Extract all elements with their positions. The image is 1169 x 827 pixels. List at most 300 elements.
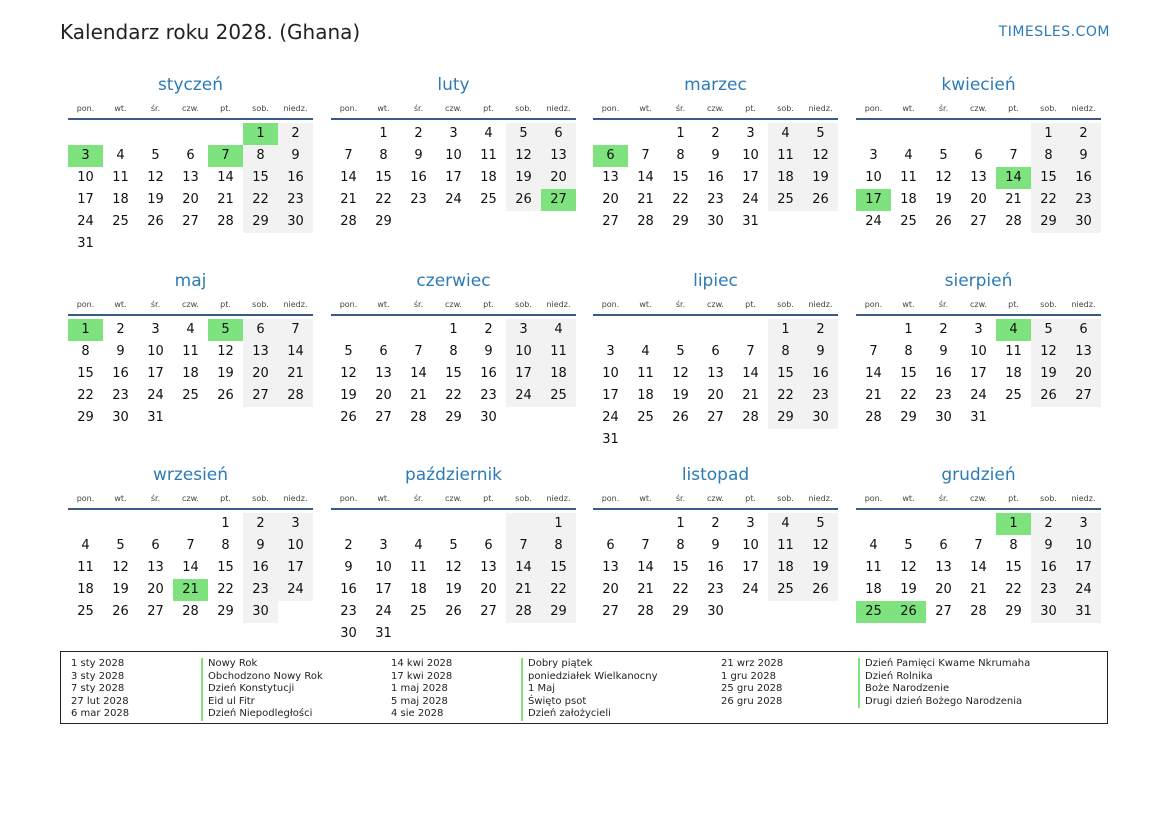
weekday-header [68,492,313,510]
empty-cell [541,623,576,645]
weekday-label: pon. [339,104,358,113]
empty-cell [471,513,506,535]
holiday-date: 1 gru 2028 [721,670,776,682]
day-cell: 3 [869,148,878,163]
holiday-day-cell: 27 [541,189,576,211]
day-cell: 7 [414,344,423,359]
day-cell: 8 [449,344,458,359]
empty-cell [628,319,663,341]
day-cell: 1 [221,516,230,531]
empty-cell [506,623,541,645]
day-cell: 23 [480,388,497,403]
day-cell: 6 [484,538,493,553]
empty-cell [663,429,698,451]
day-cell: 31 [742,214,759,229]
weekday-header [331,492,576,510]
day-cell: 13 [935,560,952,575]
empty-cell [891,513,926,535]
day-cell: 15 [900,366,917,381]
day-cell: 6 [186,148,195,163]
day-cell: 9 [344,560,353,575]
day-cell: 9 [116,344,125,359]
day-cell: 16 [803,363,838,385]
day-cell: 28 [217,214,234,229]
day-cell: 28 [182,604,199,619]
day-cell: 20 [147,582,164,597]
holiday-day-cell: 14 [996,167,1031,189]
day-cell: 21 [970,582,987,597]
weekday-header [331,102,576,120]
empty-cell [891,123,926,145]
holiday-day-cell: 25 [856,601,891,623]
day-cell: 24 [375,604,392,619]
weekday-label: pon. [864,300,883,309]
day-cell: 26 [445,604,462,619]
day-cell: 11 [865,560,882,575]
site-link[interactable]: TIMESLES.COM [998,24,1110,40]
day-cell: 30 [480,410,497,425]
day-cell: 17 [970,366,987,381]
empty-cell [366,319,401,341]
weekday-header [593,492,838,510]
empty-cell [471,623,506,645]
weekday-header [68,298,313,316]
day-cell: 9 [1066,145,1101,167]
day-cell: 19 [217,366,234,381]
day-grid [331,513,576,645]
day-cell: 31 [147,410,164,425]
weekday-label: czw. [970,104,987,113]
day-grid [593,513,838,623]
month-12 [856,464,1101,623]
day-cell: 22 [1005,582,1022,597]
day-grid [593,123,838,233]
day-cell: 4 [81,538,90,553]
day-cell: 3 [746,516,755,531]
empty-cell [803,429,838,451]
weekday-label: wt. [639,300,652,309]
day-cell: 2 [711,126,720,141]
day-cell: 26 [217,388,234,403]
day-cell: 25 [768,579,803,601]
weekday-label: pon. [76,104,95,113]
day-cell: 25 [768,189,803,211]
empty-cell [506,407,541,429]
weekday-label: pon. [601,300,620,309]
day-cell: 18 [112,192,129,207]
day-cell: 8 [541,535,576,557]
day-cell: 13 [1066,341,1101,363]
day-cell: 12 [506,145,541,167]
empty-cell [68,513,103,535]
empty-cell [138,233,173,255]
empty-cell [173,407,208,429]
day-cell: 6 [606,538,615,553]
day-cell: 23 [278,189,313,211]
day-cell: 13 [541,145,576,167]
empty-cell [593,123,628,145]
day-cell: 26 [147,214,164,229]
day-cell: 4 [904,148,913,163]
weekday-label: niedz. [546,104,571,113]
holiday-name: Dzień założycieli [528,708,611,719]
day-cell: 30 [278,211,313,233]
day-cell: 7 [278,319,313,341]
month-name: kwiecień [941,75,1016,95]
empty-cell [401,513,436,535]
day-cell: 10 [602,366,619,381]
day-cell: 24 [970,388,987,403]
holiday-name: Dzień Niepodległości [208,708,313,719]
day-cell: 8 [81,344,90,359]
day-cell: 19 [672,388,689,403]
weekday-label: pt. [745,494,756,503]
empty-cell [593,513,628,535]
day-cell: 14 [217,170,234,185]
empty-cell [1031,407,1066,429]
weekday-label: pt. [220,494,231,503]
empty-cell [856,513,891,535]
weekday-label: wt. [639,104,652,113]
weekday-label: wt. [902,300,915,309]
day-cell: 11 [541,341,576,363]
day-cell: 9 [939,344,948,359]
day-cell: 5 [803,123,838,145]
empty-cell [173,513,208,535]
day-cell: 15 [672,170,689,185]
day-cell: 28 [865,410,882,425]
day-cell: 29 [672,604,689,619]
day-cell: 21 [506,579,541,601]
day-cell: 10 [742,148,759,163]
holiday-name: Święto psot [528,695,587,707]
day-cell: 16 [1031,557,1066,579]
weekday-header [68,102,313,120]
empty-cell [208,407,243,429]
day-cell: 16 [1066,167,1101,189]
day-cell: 1 [379,126,388,141]
day-cell: 5 [676,344,685,359]
day-cell: 21 [865,388,882,403]
day-cell: 16 [707,560,724,575]
weekday-label: pt. [745,300,756,309]
day-cell: 27 [375,410,392,425]
empty-cell [768,211,803,233]
holiday-date: 3 sty 2028 [71,670,125,682]
holiday-name: poniedziałek Wielkanocny [528,670,658,682]
day-cell: 29 [900,410,917,425]
day-cell: 7 [506,535,541,557]
month-name: czerwiec [416,271,491,291]
day-cell: 12 [340,366,357,381]
day-cell: 18 [768,167,803,189]
day-cell: 11 [480,148,497,163]
day-cell: 8 [904,344,913,359]
day-cell: 24 [742,582,759,597]
day-cell: 5 [506,123,541,145]
day-cell: 6 [974,148,983,163]
empty-cell [436,211,471,233]
day-cell: 8 [676,538,685,553]
holiday-date: 4 sie 2028 [391,708,444,719]
weekday-header [593,298,838,316]
day-cell: 23 [935,388,952,403]
day-cell: 22 [217,582,234,597]
empty-cell [401,211,436,233]
legend-divider [201,658,203,721]
empty-cell [628,429,663,451]
day-cell: 1 [904,322,913,337]
day-cell: 4 [768,513,803,535]
day-cell: 8 [1009,538,1018,553]
day-cell: 22 [900,388,917,403]
month-name: grudzień [941,465,1016,485]
day-cell: 26 [803,579,838,601]
empty-cell [278,601,313,623]
day-cell: 3 [151,322,160,337]
day-cell: 2 [484,322,493,337]
day-cell: 3 [746,126,755,141]
day-cell: 4 [641,344,650,359]
day-cell: 19 [112,582,129,597]
day-cell: 7 [344,148,353,163]
weekday-label: sob. [777,300,794,309]
weekday-label: niedz. [808,104,833,113]
day-cell: 9 [484,344,493,359]
day-cell: 10 [506,341,541,363]
day-cell: 28 [506,601,541,623]
page-title: Kalendarz roku 2028. (Ghana) [60,20,361,44]
weekday-label: niedz. [1071,494,1096,503]
weekday-label: wt. [377,494,390,503]
day-cell: 4 [869,538,878,553]
weekday-label: pt. [220,104,231,113]
day-cell: 27 [707,410,724,425]
weekday-label: sob. [515,300,532,309]
day-cell: 12 [445,560,462,575]
day-cell: 16 [480,366,497,381]
day-cell: 27 [970,214,987,229]
day-cell: 16 [340,582,357,597]
day-cell: 19 [803,167,838,189]
day-cell: 26 [506,189,541,211]
day-cell: 14 [506,557,541,579]
legend-divider [858,658,860,708]
day-cell: 23 [243,579,278,601]
day-cell: 8 [1031,145,1066,167]
empty-cell [331,123,366,145]
weekday-label: niedz. [283,300,308,309]
day-cell: 28 [340,214,357,229]
weekday-label: sob. [515,494,532,503]
day-cell: 9 [243,535,278,557]
day-cell: 30 [1066,211,1101,233]
day-cell: 6 [939,538,948,553]
day-cell: 22 [1031,189,1066,211]
day-cell: 23 [1066,189,1101,211]
weekday-label: wt. [902,104,915,113]
day-cell: 10 [278,535,313,557]
day-cell: 28 [637,604,654,619]
weekday-label: pt. [1008,494,1019,503]
day-cell: 21 [340,192,357,207]
holiday-date: 25 gru 2028 [721,683,783,694]
day-cell: 20 [182,192,199,207]
holiday-day-cell: 1 [243,123,278,145]
day-cell: 27 [602,214,619,229]
day-cell: 29 [541,601,576,623]
day-cell: 11 [1005,344,1022,359]
day-cell: 1 [541,513,576,535]
day-cell: 12 [112,560,129,575]
day-cell: 2 [1031,513,1066,535]
day-cell: 13 [375,366,392,381]
day-cell: 18 [900,192,917,207]
weekday-label: pt. [483,300,494,309]
empty-cell [103,513,138,535]
day-cell: 13 [182,170,199,185]
day-cell: 2 [939,322,948,337]
day-cell: 3 [606,344,615,359]
weekday-label: wt. [114,494,127,503]
day-grid [68,319,313,429]
day-cell: 15 [77,366,94,381]
weekday-label: sob. [252,104,269,113]
day-grid [68,513,313,623]
empty-cell [541,211,576,233]
day-cell: 30 [935,410,952,425]
day-cell: 7 [186,538,195,553]
empty-cell [436,513,471,535]
day-cell: 2 [243,513,278,535]
holiday-legend [60,651,1108,724]
day-cell: 15 [541,557,576,579]
day-cell: 31 [375,626,392,641]
day-cell: 29 [445,410,462,425]
holiday-name: Nowy Rok [208,658,258,669]
day-cell: 7 [974,538,983,553]
holiday-day-cell: 1 [68,319,103,341]
day-grid [856,123,1101,233]
day-cell: 23 [707,582,724,597]
weekday-label: wt. [639,494,652,503]
day-cell: 22 [768,385,803,407]
day-cell: 29 [1031,211,1066,233]
day-cell: 12 [900,560,917,575]
holiday-date: 5 maj 2028 [391,695,448,707]
day-cell: 20 [1066,363,1101,385]
weekday-label: śr. [150,104,161,113]
day-grid [593,319,838,451]
day-cell: 4 [541,319,576,341]
day-cell: 17 [506,363,541,385]
day-cell: 1 [768,319,803,341]
day-cell: 25 [112,214,129,229]
day-cell: 28 [278,385,313,407]
day-cell: 4 [116,148,125,163]
weekday-label: śr. [150,494,161,503]
day-cell: 30 [340,626,357,641]
weekday-label: pon. [601,104,620,113]
day-cell: 13 [970,170,987,185]
month-11 [593,464,838,623]
day-cell: 5 [116,538,125,553]
day-cell: 25 [541,385,576,407]
weekday-header [856,102,1101,120]
day-cell: 10 [147,344,164,359]
day-cell: 12 [672,366,689,381]
day-cell: 22 [243,189,278,211]
day-cell: 4 [414,538,423,553]
weekday-header [593,102,838,120]
day-cell: 18 [480,170,497,185]
empty-cell [961,513,996,535]
day-cell: 18 [865,582,882,597]
month-name: marzec [684,75,747,95]
empty-cell [173,123,208,145]
day-cell: 16 [707,170,724,185]
day-cell: 2 [803,319,838,341]
empty-cell [331,513,366,535]
day-cell: 20 [602,192,619,207]
day-cell: 25 [900,214,917,229]
weekday-label: śr. [938,494,949,503]
empty-cell [803,211,838,233]
day-cell: 9 [711,538,720,553]
day-cell: 11 [637,366,654,381]
day-cell: 6 [1066,319,1101,341]
day-cell: 5 [344,344,353,359]
empty-cell [243,407,278,429]
holiday-date: 14 kwi 2028 [391,658,453,669]
day-cell: 17 [77,192,94,207]
holiday-date: 1 maj 2028 [391,683,448,694]
day-cell: 24 [445,192,462,207]
day-cell: 21 [637,582,654,597]
day-cell: 2 [1066,123,1101,145]
day-cell: 28 [410,410,427,425]
day-cell: 28 [742,410,759,425]
empty-cell [996,123,1031,145]
day-grid [68,123,313,255]
day-cell: 16 [112,366,129,381]
day-cell: 11 [900,170,917,185]
day-cell: 7 [869,344,878,359]
day-cell: 31 [970,410,987,425]
empty-cell [733,319,768,341]
empty-cell [138,123,173,145]
holiday-name: Eid ul Fitr [208,695,255,707]
holiday-name: Boże Narodzenie [865,683,950,694]
day-cell: 2 [116,322,125,337]
day-cell: 10 [1066,535,1101,557]
day-cell: 19 [147,192,164,207]
month-name: styczeń [157,75,224,95]
day-cell: 25 [410,604,427,619]
day-cell: 19 [1031,363,1066,385]
day-cell: 4 [768,123,803,145]
empty-cell [628,513,663,535]
weekday-label: czw. [707,104,724,113]
day-cell: 14 [637,560,654,575]
day-cell: 28 [637,214,654,229]
weekday-label: czw. [182,494,199,503]
weekday-header [856,298,1101,316]
weekday-label: czw. [445,300,462,309]
empty-cell [103,123,138,145]
day-cell: 12 [1031,341,1066,363]
weekday-label: śr. [675,104,686,113]
